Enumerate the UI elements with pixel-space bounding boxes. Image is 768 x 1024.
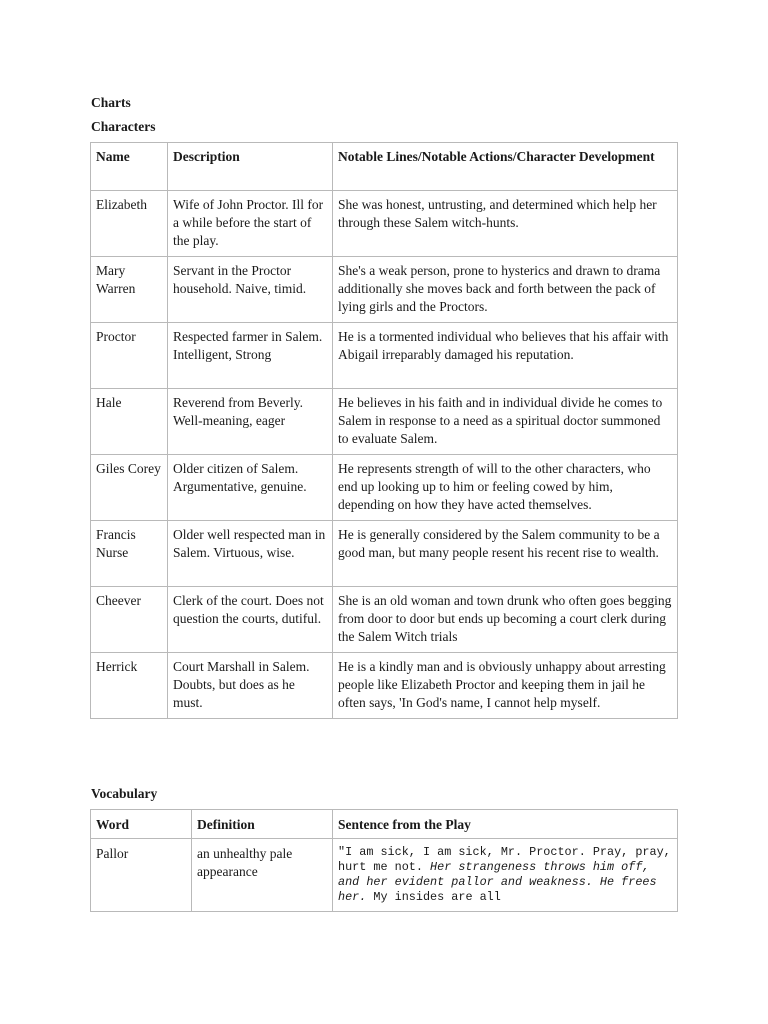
character-name: Proctor <box>91 323 168 389</box>
character-description: Reverend from Beverly. Well-meaning, eager <box>168 389 333 455</box>
header-word: Word <box>91 810 192 839</box>
character-description: Older citizen of Salem. Argumentative, genuine. <box>168 455 333 521</box>
table-row <box>91 653 678 719</box>
character-name: Francis Nurse <box>91 521 168 587</box>
character-name: Mary Warren <box>91 257 168 323</box>
character-notes: He believes in his faith and in individual divide he comes to Salem in response to a need as a spiritual doctor summoned to evaluate Salem. <box>333 389 678 455</box>
character-description: Court Marshall in Salem. Doubts, but does as he must. <box>168 653 333 719</box>
character-description: Clerk of the court. Does not question the courts, dutiful. <box>168 587 333 653</box>
table-row <box>91 191 678 257</box>
sentence-text: "I am sick, I am sick, Mr. Proctor. Pray, pray, hurt me not. <box>338 845 671 874</box>
character-name: Giles Corey <box>91 455 168 521</box>
sentence-stage-direction: Her strangeness throws him off, and her evident pallor and weakness. He frees her. <box>338 860 657 904</box>
character-description: Servant in the Proctor household. Naive, timid. <box>168 257 333 323</box>
vocabulary-table <box>90 809 678 912</box>
table-row <box>91 587 678 653</box>
table-row <box>91 389 678 455</box>
vocab-sentence <box>333 839 678 912</box>
header-sentence: Sentence from the Play <box>333 810 678 839</box>
sentence-text-continued: My insides are all <box>366 890 501 904</box>
character-description: Respected farmer in Salem. Intelligent, Strong <box>168 323 333 389</box>
table-row <box>91 839 678 912</box>
charts-heading: Charts <box>91 95 131 110</box>
vocabulary-header-row <box>91 810 678 839</box>
characters-table <box>90 142 678 719</box>
character-notes: She is an old woman and town drunk who often goes begging from door to door but ends up becoming a court clerk during the Salem Witch trials <box>333 587 678 653</box>
character-name: Hale <box>91 389 168 455</box>
character-description: Older well respected man in Salem. Virtuous, wise. <box>168 521 333 587</box>
vocab-definition: an unhealthy pale appearance <box>192 839 333 912</box>
character-notes: He is generally considered by the Salem community to be a good man, but many people resent his recent rise to wealth. <box>333 521 678 587</box>
table-row <box>91 323 678 389</box>
characters-header-row <box>91 143 678 191</box>
character-notes: He represents strength of will to the other characters, who end up looking up to him or feeling cowed by him, depending on how they have acted themselves. <box>333 455 678 521</box>
header-definition: Definition <box>192 810 333 839</box>
table-row <box>91 257 678 323</box>
character-notes: He is a kindly man and is obviously unhappy about arresting people like Elizabeth Proctor and keeping them in jail he often says, 'In God's name, I cannot help myself. <box>333 653 678 719</box>
character-notes: She was honest, untrusting, and determined which help her through these Salem witch-hunts. <box>333 191 678 257</box>
character-name: Herrick <box>91 653 168 719</box>
character-name: Cheever <box>91 587 168 653</box>
vocab-word: Pallor <box>91 839 192 912</box>
header-notable: Notable Lines/Notable Actions/Character Development <box>333 143 678 191</box>
table-row <box>91 455 678 521</box>
character-notes: He is a tormented individual who believes that his affair with Abigail irreparably damaged his reputation. <box>333 323 678 389</box>
characters-heading: Characters <box>91 119 156 134</box>
character-description: Wife of John Proctor. Ill for a while before the start of the play. <box>168 191 333 257</box>
header-description: Description <box>168 143 333 191</box>
character-name: Elizabeth <box>91 191 168 257</box>
header-name: Name <box>91 143 168 191</box>
table-row <box>91 521 678 587</box>
character-notes: She's a weak person, prone to hysterics and drawn to drama additionally she moves back and forth between the pack of lying girls and the Proctors. <box>333 257 678 323</box>
vocabulary-heading: Vocabulary <box>91 786 158 801</box>
